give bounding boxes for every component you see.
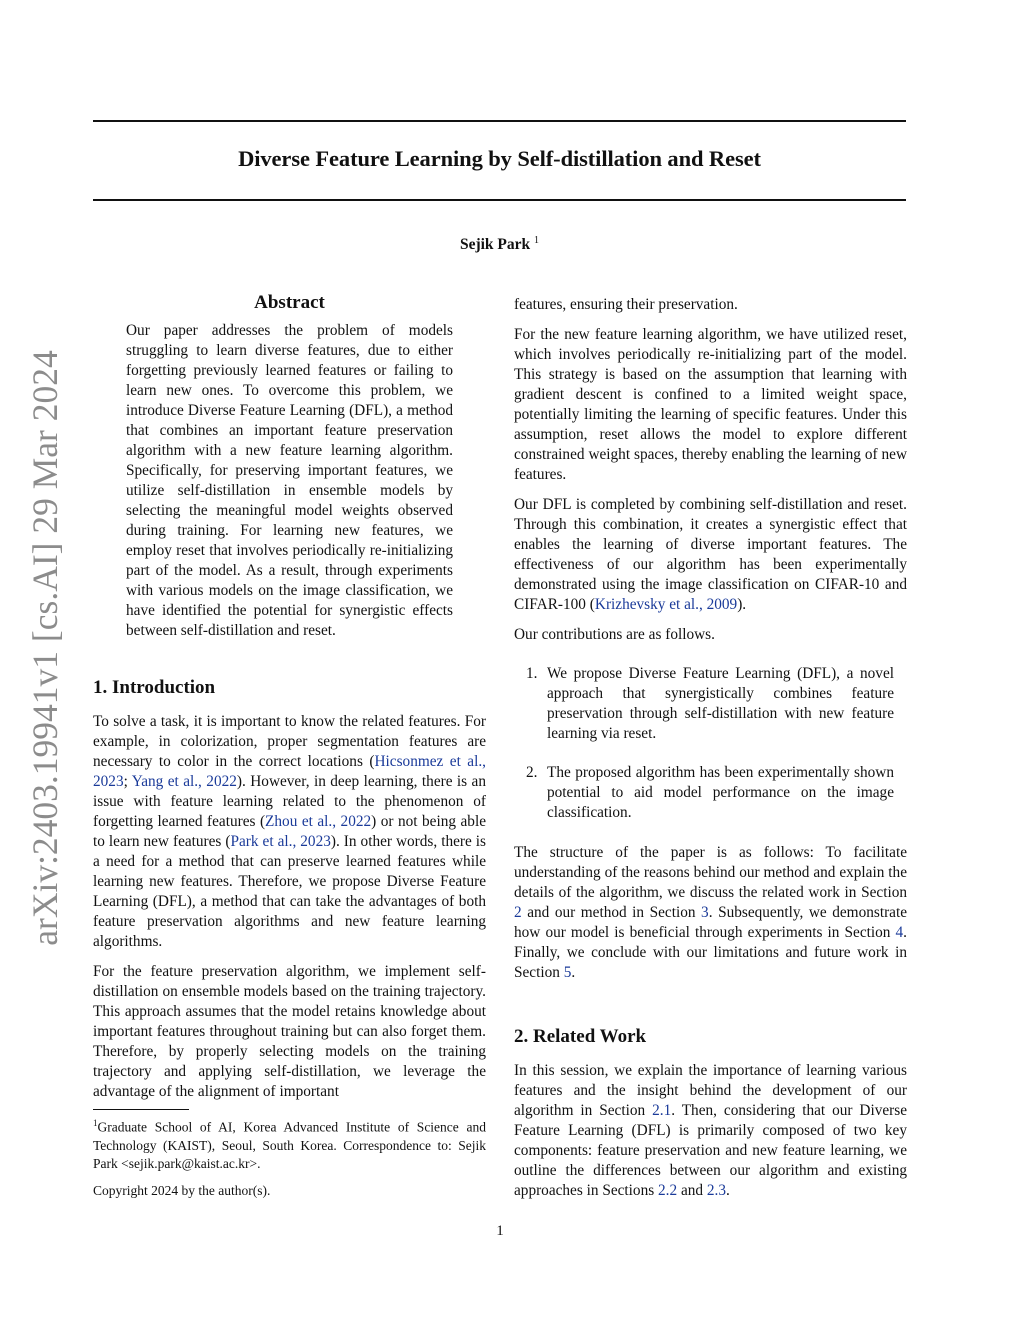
list-item (514, 763, 894, 823)
section-reference-link[interactable]: 2.3 (706, 1182, 727, 1199)
related-work-column (514, 1061, 907, 1201)
footnote-mark: 1 (93, 1118, 98, 1128)
section-1-heading: 1. Introduction (93, 677, 216, 698)
intro-paragraph-1: To solve a task, it is important to know the related features. For example, in colorization, proper segmentation features are necessary to color in the correct locations (Hicsonmez et al., 2023; Yang et al., 2022). However, in deep learning, there is an issue with feature learning related to the phenomenon of forgetting learned features (Zhou et al., 2022) or not being able to learn new features (Park et al., 2023). In other words, there is a need for a method that can preserve learned features while learning new features. Therefore, we propose Diverse Feature Learning (DFL), a method that can take the advantages of both feature preservation algorithms and new feature learning algorithms. (93, 713, 486, 950)
footnote-text: Graduate School of AI, Korea Advanced Institute of Science and Technology (KAIST), Seoul, South Korea. Correspondence to: Sejik Park <sejik.park@kaist.ac.kr>. (93, 1119, 486, 1171)
section-reference-link[interactable]: 2.1 (652, 1102, 672, 1119)
list-item-text: The proposed algorithm has been experimentally shown potential to aid model performance on the image classification. (547, 764, 894, 821)
arxiv-identifier: arXiv:2403.19941v1 [cs.AI] 29 Mar 2024 (25, 350, 65, 946)
title-top-rule (93, 120, 906, 122)
author-line (93, 235, 906, 254)
intro-paragraph-5: Our contributions are as follows. (514, 626, 715, 643)
footnote-rule (93, 1109, 189, 1110)
paper-title: Diverse Feature Learning by Self-distillation and Reset (238, 146, 761, 171)
footnote (93, 1114, 486, 1173)
intro-paragraph-3: For the new feature learning algorithm, we have utilized reset, which involves periodically re-initializing part of the model. This strategy is based on the assumption that learning with gradient descent is confined to a limited weight space, potentially limiting the learning of specific features. Under this assumption, reset allows the model to explore different constrained weight spaces, thereby enabling the learning of new features. (514, 326, 907, 483)
intro-paragraph-2: For the feature preservation algorithm, we implement self-distillation on ensemble models based on the training trajectory. This approach assumes that the model retains knowledge about important features throughout training but can also forget them. Therefore, by properly selecting models on the training trajectory and applying self-distillation, we leverage the advantage of the alignment of important (93, 963, 486, 1100)
section-reference-link[interactable]: 5 (563, 964, 572, 981)
citation-link[interactable]: Park et al., 2023 (230, 833, 331, 850)
page-number: 1 (496, 1223, 504, 1239)
abstract-heading: Abstract (254, 292, 325, 313)
section-reference-link[interactable]: 2.2 (658, 1182, 678, 1199)
intro-paragraph-4: Our DFL is completed by combining self-distillation and reset. Through this combination, it creates a synergistic effect that enables the learning of diverse important features. The effectiveness of our algorithm has been experimentally demonstrated using the image classification on CIFAR-10 and CIFAR-100 (Krizhevsky et al., 2009). (514, 496, 907, 613)
intro-right-column (514, 295, 907, 983)
related-paragraph-1: In this session, we explain the importance of learning various features and the insight behind the development of our algorithm in Section 2.1. Then, considering that our Diverse Feature Learning (DFL) is primarily composed of two key components: feature preservation and new feature learning, we outline the differences between our algorithm and existing approaches in Sections 2.2 and 2.3. (514, 1062, 907, 1199)
abstract-body: Our paper addresses the problem of models struggling to learn diverse features, due to either forgetting previously learned features or failing to learn new ones. To overcome this problem, we introduce Diverse Feature Learning (DFL), a method that combines an important feature preservation algorithm with a new feature learning algorithm. Specifically, for preserving important features, we utilize self-distillation in ensemble models by selecting the meaningful model weights observed during training. For learning new features, we employ reset that involves periodically re-initializing part of the model. As a result, through experiments with various models on the image classification, we have identified the potential for synergistic effects between self-distillation and reset. (126, 322, 453, 639)
list-item (514, 664, 894, 744)
author-name: Sejik Park (459, 236, 531, 254)
author-affiliation-mark: 1 (534, 235, 540, 246)
section-reference-link[interactable]: 2 (514, 904, 522, 921)
intro-paragraph-6: The structure of the paper is as follows: To facilitate understanding of the reasons behind our method and explain the details of the algorithm, we discuss the related work in Section 2 and our method in Section 3. Subsequently, we demonstrate how our model is beneficial through experiments in Section 4. Finally, we conclude with our limitations and future work in Section 5. (514, 844, 908, 981)
citation-link[interactable]: Zhou et al., 2022 (265, 813, 372, 830)
title-bottom-rule (93, 199, 906, 201)
section-2-heading: 2. Related Work (514, 1026, 647, 1047)
list-item-text: We propose Diverse Feature Learning (DFL), a novel approach that synergistically combines feature preservation through self-distillation with new feature learning via reset. (547, 665, 894, 742)
intro-paragraph-2-continued: features, ensuring their preservation. (514, 296, 738, 313)
section-reference-link[interactable]: 3 (701, 904, 709, 921)
list-item-number: 2. (526, 764, 538, 781)
copyright-notice: Copyright 2024 by the author(s). (93, 1183, 271, 1198)
contributions-list (514, 664, 894, 823)
intro-left-column (93, 712, 486, 1102)
citation-link[interactable]: Hicsonmez et al., 2023 (93, 753, 486, 790)
citation-link[interactable]: Yang et al., 2022 (131, 773, 237, 790)
list-item-number: 1. (526, 665, 538, 682)
citation-link[interactable]: Krizhevsky et al., 2009 (594, 596, 738, 613)
section-reference-link[interactable]: 4 (895, 924, 904, 941)
